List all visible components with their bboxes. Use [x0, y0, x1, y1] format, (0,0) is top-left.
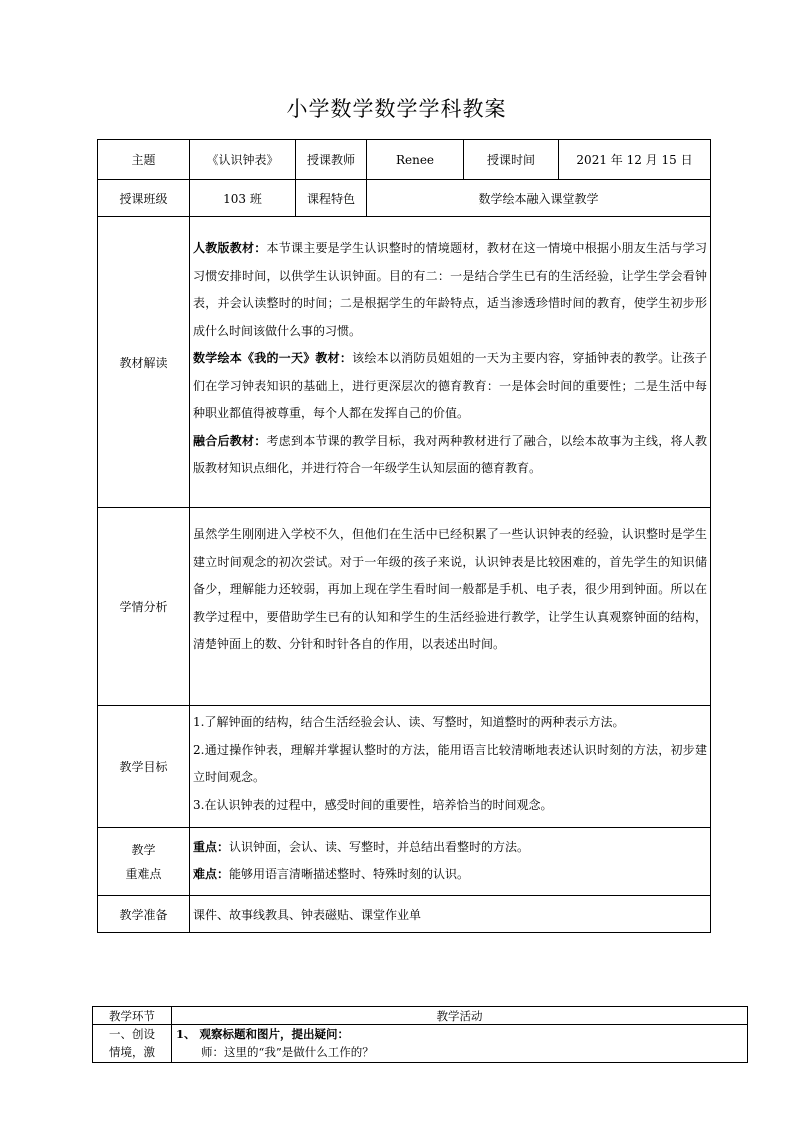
- goal-item: 3.在认识钟表的过程中，感受时间的重要性，培养恰当的时间观念。: [193, 797, 553, 812]
- goals-content: [190, 706, 711, 828]
- lesson-plan-table: [97, 139, 711, 933]
- teacher-label: 授课教师: [296, 140, 367, 180]
- document-title: 小学数学数学学科教案: [286, 97, 507, 121]
- p1-text: 本节课主要是学生认识整时的情境题材，教材在这一情境中根据小朋友生活与学习习惯安排时间，以供学生认识钟面。目的有二：一是结合学生已有的生活经验，让学生学会看钟表，并会认读整时的时间；二是根据学生的年龄特点，适当渗透珍惜时间的教育，使学生初步形成什么时间该做什么事的习惯。: [193, 241, 707, 338]
- feature-value: 数学绘本融入课堂教学: [367, 180, 711, 217]
- class-value: 103 班: [190, 180, 296, 217]
- time-label: 授课时间: [464, 140, 559, 180]
- prep-label: 教学准备: [98, 896, 190, 933]
- topic-value: 《认识钟表》: [190, 140, 296, 180]
- teacher-value: Renee: [367, 140, 464, 180]
- p3-text: 考虑到本节课的教学目标，我对两种教材进行了融合，以绘本故事为主线，将人教版教材知识点细化，并进行符合一年级学生认知层面的德育教育。: [193, 433, 707, 475]
- activity-cell: 1、 观察标题和图片，提出疑问： 师：这里的“我”是做什么工作的？: [172, 1025, 748, 1063]
- goal-item: 1.了解钟面的结构，结合生活经验会认、读、写整时，知道整时的两种表示方法。: [193, 715, 625, 729]
- stage-header: 教学环节: [93, 1007, 172, 1025]
- p2-heading: 数学绘本《我的一天》教材：: [193, 351, 353, 365]
- analysis-text: 虽然学生刚刚进入学校不久，但他们在生活中已经积累了一些认识钟表的经验，认识整时是学生建立时间观念的初次尝试。对于一年级的孩子来说，认识钟表是比较困难的，首先学生的知识储备少，理解能力还较弱，再加上现在学生看时间一般都是手机、电子表，很少用到钟面。所以在教学过程中，要借助学生已有的认知和学生的生活经验进行教学，让学生认真观察钟面的结构，清楚钟面上的数、分针和时针各自的作用，以表述出时间。: [190, 508, 711, 706]
- analysis-label: 学情分析: [98, 508, 190, 706]
- p3-heading: 融合后教材：: [193, 433, 267, 448]
- p2-text: 该绘本以消防员姐姐的一天为主要内容，穿插钟表的教学。让孩子们在学习钟表知识的基础上，进行更深层次的德育教育：一是体会时间的重要性；二是生活中每种职业都值得被尊重，每个人都在发挥自己的价值。: [193, 351, 707, 420]
- goal-item: 2.通过操作钟表，理解并掌握认整时的方法，能用语言比较清晰地表述认识时刻的方法，初步建立时间观念。: [193, 742, 707, 784]
- activity-table: [92, 1006, 748, 1063]
- prep-text: 课件、故事线教具、钟表磁贴、课堂作业单: [190, 896, 711, 933]
- keypoints-content: 重点：认识钟面，会认、读、写整时，并总结出看整时的方法。 难点：能够用语言清晰描述整时、特殊时刻的认识。: [190, 828, 711, 896]
- textbook-content: [190, 217, 711, 508]
- goals-label: 教学目标: [98, 706, 190, 828]
- p1-heading: 人教版教材：: [193, 241, 267, 255]
- class-label: 授课班级: [98, 180, 190, 217]
- time-value: 2021 年 12 月 15 日: [559, 140, 711, 180]
- stage-cell: 一、创设 情境，激: [93, 1025, 172, 1063]
- feature-label: 课程特色: [296, 180, 367, 217]
- topic-label: 主题: [98, 140, 190, 180]
- textbook-label: 教材解读: [98, 217, 190, 508]
- keypoints-label: 教学 重难点: [98, 828, 190, 896]
- activity-header: 教学活动: [172, 1007, 748, 1025]
